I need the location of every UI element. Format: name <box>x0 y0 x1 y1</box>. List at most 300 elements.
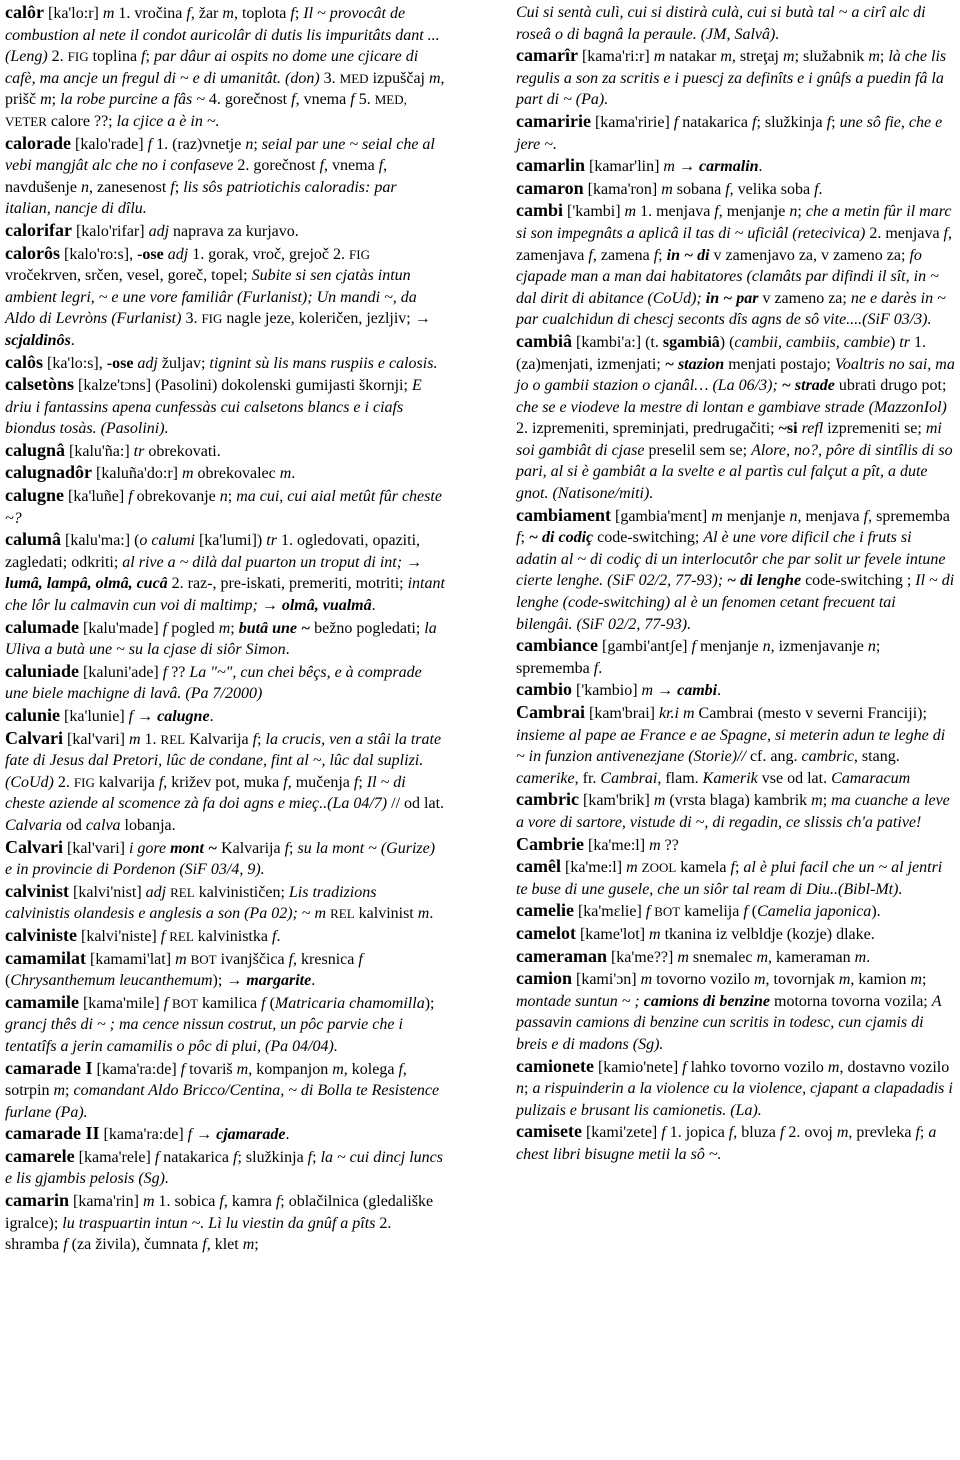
entry-text: izpuščaj <box>368 69 429 87</box>
entry-text: ; <box>294 5 304 22</box>
entry-text: i gore <box>128 839 167 857</box>
entry-text: [kalo'rade] <box>70 135 148 153</box>
entry-text: Subite si sen cjatàs intun ambient legri, ~ e une vore familiâr (Furlanist); Un mandi ~, da Aldo di Levròns (Furlanist) <box>5 267 417 328</box>
dictionary-entry <box>5 462 445 485</box>
entry-text: f <box>261 994 266 1012</box>
dictionary-entry <box>516 1121 956 1165</box>
entry-text: code-switching ; <box>801 572 916 590</box>
entry-text: ) ( <box>719 333 735 351</box>
entry-text: f <box>398 1060 403 1078</box>
entry-text: . <box>285 641 290 659</box>
entry-text: ; <box>227 488 237 506</box>
entry-text: la crucis, ven a stâi la trate fate di Jesus dal Pretori, lûc de condane, fint al ~, lûc dal suplizi. (CoUd) <box>5 730 442 791</box>
entry-text: su la mont ~ (Gurize) e in provincie di Pordenon (SiF 03/4, 9). <box>5 839 436 879</box>
entry-text: olmâ, vualmâ <box>281 597 372 615</box>
entry-text: [kama'ra:de] <box>99 1126 188 1144</box>
dictionary-entry <box>516 856 956 900</box>
entry-text: ['kambio] <box>572 682 642 700</box>
dictionary-entry <box>5 133 445 220</box>
entry-text: . <box>866 948 871 966</box>
entry-text: 2. ovoj <box>784 1124 837 1142</box>
entry-text: . <box>818 180 823 198</box>
entry-text: → <box>257 597 282 615</box>
entry-text: butâ une ~ <box>238 619 311 637</box>
entry-text: → <box>133 708 158 725</box>
entry-text: n <box>789 203 798 221</box>
entry-text: [kam'brik] <box>578 792 654 810</box>
entry-text: ; <box>289 839 298 857</box>
entry-headword: camionete <box>516 1055 594 1076</box>
entry-text: Cui si sentà culì, cui si distirà culà, cui si butà tal ~ a cirî alc di roseâ o di bagnâ la peraule. (JM, Salvâ). <box>516 4 926 43</box>
entry-text: kalvinistka <box>193 927 272 945</box>
entry-text: n <box>219 488 228 506</box>
entry-text: ; služkinja <box>237 1148 308 1166</box>
entry-text: f <box>653 246 659 264</box>
entry-text: f <box>180 1060 186 1078</box>
entry-text: ) <box>889 333 900 351</box>
entry-text: m <box>811 792 823 810</box>
entry-text: vse od lat. <box>757 769 832 787</box>
dictionary-entry <box>5 529 445 616</box>
entry-text: ['kambi] <box>563 203 625 221</box>
entry-headword: cambi <box>516 200 563 221</box>
entry-text: ~si <box>778 420 798 438</box>
entry-text: Al è une vore dificil che i fruts si adatin al ~ di codiç di un interlocutôr che par solit ur fevele intune cierte lenghe. (SiF 02/2, 77-93); <box>516 529 946 590</box>
entry-text: m <box>910 971 922 989</box>
entry-text: tovariš <box>185 1060 237 1078</box>
dictionary-entry <box>516 900 956 923</box>
entry-text: ; <box>831 113 840 131</box>
entry-text: f <box>290 5 295 22</box>
entry-headword: camarade II <box>5 1123 100 1144</box>
entry-text: m <box>279 465 292 483</box>
entry-text: f <box>358 950 363 968</box>
entry-text: m <box>417 905 430 923</box>
entry-headword: calorade <box>5 132 71 153</box>
entry-text: ZOOL <box>641 860 677 876</box>
entry-text: camions di benzine <box>643 992 770 1010</box>
entry-text: ; <box>230 619 239 637</box>
entry-text: , streţaj <box>731 48 783 66</box>
entry-text: f <box>350 91 355 109</box>
entry-text: ; <box>174 178 184 196</box>
entry-text: ; <box>253 135 262 153</box>
entry-headword: calugnâ <box>5 439 66 460</box>
entry-text: [ka'me??] <box>606 948 678 966</box>
dictionary-entry <box>5 881 445 925</box>
entry-text: Kalvarija <box>217 839 285 857</box>
entry-text: ma cuanche a leve a vore di sartore, vistude di ~, di regadin, ce slissis ch'a pative! <box>516 792 950 831</box>
entry-text: 2. raz-, pre-iskati, premeriti, motriti; <box>167 575 408 593</box>
entry-text: , navdušenje <box>5 157 388 196</box>
entry-text: (vrsta blaga) kambrik <box>665 792 812 810</box>
entry-text: ~ stazion <box>664 355 725 373</box>
entry-text: menjanje <box>722 507 790 525</box>
entry-text: n <box>245 135 254 153</box>
entry-text: . <box>209 708 214 725</box>
entry-text: ( <box>5 972 11 990</box>
entry-text: ~ <box>297 905 315 923</box>
entry-headword: camaririe <box>516 110 591 131</box>
entry-headword: camion <box>516 968 572 989</box>
entry-text: 2. gorečnost <box>233 157 320 175</box>
entry-headword: camarîr <box>516 45 578 66</box>
entry-text: f <box>814 180 819 198</box>
entry-text: f <box>661 1124 666 1142</box>
entry-text: [kami'ɔn] <box>572 971 641 989</box>
entry-text: sobana <box>672 180 726 198</box>
entry-text: ne e darès in ~ par cualchidun di chescj seconts dîs agns de sô vite....(SiF 03/3). <box>516 289 946 329</box>
entry-text: ; <box>65 1082 74 1100</box>
entry-text: natakarica <box>678 113 752 131</box>
entry-text: f <box>682 1058 687 1076</box>
entry-text: ( <box>265 994 275 1012</box>
entry-text: m <box>753 971 766 989</box>
entry-text: f <box>593 659 599 677</box>
entry-text: m <box>649 836 661 854</box>
entry-text: Voaltris no sai, ma jo o gambii stazion o cjanâl… (La 06/3); <box>516 355 955 395</box>
entry-text: f <box>170 178 175 196</box>
entry-text: m <box>218 619 231 637</box>
entry-text: 2. <box>53 773 74 791</box>
entry-text: , kamra <box>223 1193 276 1211</box>
entry-text: n <box>516 1080 524 1098</box>
entry-text: adj <box>137 354 158 372</box>
entry-text: f <box>284 839 290 857</box>
dictionary-entry <box>5 728 445 837</box>
entry-text: tr <box>133 442 145 460</box>
entry-text: o calumi <box>139 532 195 550</box>
entry-text: montade suntun ~ ; <box>516 992 640 1010</box>
dictionary-entry <box>516 45 956 111</box>
entry-text: cambi <box>677 682 718 700</box>
entry-text: . <box>291 465 296 483</box>
entry-text: ?; <box>101 112 117 130</box>
entry-text: calugne <box>157 708 210 725</box>
entry-text: f <box>275 1193 281 1211</box>
entry-text: [gambi'antʃe] <box>597 638 692 656</box>
entry-text: , sotrpin <box>5 1060 407 1100</box>
entry-headword: calorôs <box>5 242 60 263</box>
entry-text: adj <box>167 245 189 263</box>
dictionary-entry <box>516 331 956 505</box>
entry-text: REL <box>170 884 195 900</box>
entry-text: carmalin <box>698 158 759 176</box>
entry-text: Cambrai (mesto v severni Franciji); <box>694 705 927 722</box>
entry-text: a rispuinderin a la violence cu la violence, cjapant a clapadadis i pulizais e brusant lis camionetis. (La). <box>516 1080 953 1119</box>
entry-headword: cambric <box>516 789 579 810</box>
entry-text: n <box>762 638 771 656</box>
entry-text: sgambiâ <box>662 333 720 351</box>
entry-text: kamela <box>676 859 731 877</box>
entry-headword: Calvari <box>5 836 63 857</box>
entry-text: ivanjščica <box>216 950 289 968</box>
entry-text: tovorno vozilo <box>652 971 754 989</box>
entry-text: ?? <box>167 663 190 681</box>
entry-text: ; <box>919 1124 929 1142</box>
entry-text: che se e viodeve la mestre di lontan e gambiave strade (MazzonIol) <box>516 398 947 416</box>
dictionary-entry <box>516 155 956 178</box>
entry-text: preselil sem se; <box>644 441 752 459</box>
entry-text: , flam. <box>657 769 703 787</box>
entry-text: -ose <box>137 245 164 263</box>
entry-headword: calugnadôr <box>5 462 93 483</box>
entry-text: , kresnica <box>293 950 359 968</box>
entry-text: f <box>219 1193 224 1211</box>
entry-text: f <box>128 708 134 725</box>
entry-text: ; <box>658 246 667 264</box>
entry-text: lahko tovorno vozilo <box>686 1058 828 1076</box>
entry-text: m <box>711 507 723 525</box>
dictionary-entry <box>5 352 445 375</box>
entry-headword: calumâ <box>5 529 61 550</box>
dictionary-entry <box>516 200 956 331</box>
right-column <box>516 2 956 1165</box>
entry-text: m <box>128 730 141 748</box>
entry-text: [kalu'ña:] <box>65 442 134 460</box>
entry-text: m <box>653 48 666 66</box>
entry-headword: calôs <box>5 351 43 372</box>
entry-text: Lis tradizions calvinistis olandesis e anglesis a son (Pa 02); <box>5 883 377 923</box>
dictionary-entry <box>516 834 956 857</box>
entry-text: kamelija <box>680 903 744 921</box>
entry-text: [kama'rin] <box>68 1193 143 1211</box>
entry-text: BOT <box>172 995 199 1011</box>
entry-text: , menjava <box>797 507 864 525</box>
entry-text: calore ? <box>46 112 102 130</box>
entry-headword: camarele <box>5 1145 75 1166</box>
dictionary-entry <box>5 243 445 352</box>
entry-text: ; oblačilnica (gledališke igralce); <box>5 1193 434 1232</box>
entry-text: mont ~ <box>170 839 218 857</box>
entry-text: la ~ cui dincj luncs e lis gjambis pelosis (Sg). <box>5 1148 443 1188</box>
entry-text: insieme al pape ae France e ae Spagne, si meterin adun te leghe di ~ in funzion antivenezjane (Storie)// <box>516 726 946 766</box>
entry-text: m <box>242 1236 255 1254</box>
entry-text: , prevleka <box>848 1124 916 1142</box>
entry-headword: camarin <box>5 1190 69 1211</box>
entry-text: f <box>779 1124 785 1142</box>
entry-text: [kalo'rifar] <box>71 222 149 240</box>
entry-text: -ose <box>106 354 134 372</box>
entry-text: MED, VETER <box>5 92 407 129</box>
entry-text: ~ di codiç <box>528 529 594 547</box>
entry-text: m <box>624 203 637 221</box>
entry-text: kr.i m <box>658 705 695 722</box>
entry-text: m <box>854 948 867 966</box>
entry-text: 1. jopica <box>665 1124 729 1142</box>
entry-text: tr <box>266 532 277 550</box>
entry-text: in ~ par <box>705 289 759 307</box>
entry-text: f <box>186 5 191 22</box>
entry-headword: camamile <box>5 991 79 1012</box>
entry-text: motorna tovorna vozila; <box>770 992 932 1010</box>
entry-headword: calsetòns <box>5 374 74 395</box>
entry-text: ; služabnik <box>794 48 869 66</box>
entry-text: lobanja. <box>120 816 176 834</box>
entry-text: pogled <box>167 619 219 637</box>
entry-text: ; <box>358 773 367 791</box>
entry-text: [kama'mile] <box>78 994 164 1012</box>
entry-headword: caluniade <box>5 660 80 681</box>
entry-text: m <box>783 48 795 66</box>
entry-headword: cambiament <box>516 504 611 525</box>
entry-text: , fr. <box>574 769 601 787</box>
entry-text: Cambrai <box>600 769 658 787</box>
entry-text: , kamion <box>850 971 911 989</box>
entry-text: ); <box>424 994 435 1012</box>
entry-text: . <box>598 659 603 677</box>
dictionary-entry <box>516 178 956 201</box>
entry-text: tkanina iz velbldje (kozje) dlake. <box>660 925 875 943</box>
entry-text: f <box>516 529 521 547</box>
entry-text: m <box>181 465 194 483</box>
entry-text: [kam'brai] <box>585 705 659 722</box>
entry-text: f <box>588 246 593 264</box>
entry-text: 1. <box>140 730 161 748</box>
entry-text: f <box>147 135 153 153</box>
dictionary-entry <box>5 705 445 728</box>
entry-text: a chest libri bisugne metii la sô ~. <box>516 1124 937 1163</box>
entry-text: f <box>154 1148 160 1166</box>
entry-text: m <box>222 5 234 22</box>
entry-text: Matricaria chamomilla <box>274 994 425 1012</box>
entry-text: // od lat. <box>387 795 445 813</box>
entry-text: [kama'ron] <box>583 180 662 198</box>
entry-text: Il ~ provocât de combustion al nete il condot auricolâr di dutis lis impuritâts dant ... (Leng) <box>5 5 440 66</box>
dictionary-entry <box>516 702 956 789</box>
dictionary-entry <box>516 923 956 946</box>
entry-text: 1. sobica <box>154 1193 220 1211</box>
entry-text: (za živila), čumnata <box>67 1236 203 1254</box>
entry-text: Kamerik <box>702 769 758 787</box>
dictionary-entry <box>516 635 956 679</box>
entry-text: [kama'ririe] <box>590 113 674 131</box>
entry-text: 2. shramba <box>5 1214 392 1254</box>
entry-text: [kaluni'ade] <box>79 663 163 681</box>
entry-text: , kameraman <box>768 948 855 966</box>
entry-text: , klet <box>206 1236 243 1254</box>
entry-text: m <box>663 158 675 176</box>
entry-text: , zanesenost <box>88 178 171 196</box>
entry-text: la cjice a è in ~. <box>116 112 220 130</box>
entry-text: f <box>141 48 146 66</box>
entry-text: f <box>645 903 651 921</box>
entry-text: → <box>192 1126 217 1144</box>
entry-text: ). <box>871 903 881 921</box>
dictionary-entry <box>516 2 956 45</box>
entry-text: obrekovalec <box>193 465 280 483</box>
entry-text: [kal'vari] <box>63 730 129 748</box>
entry-text: f <box>751 113 757 131</box>
entry-text: ; služkinja <box>756 113 827 131</box>
entry-text: . <box>429 905 434 923</box>
entry-text: m <box>40 91 52 109</box>
entry-text: m <box>640 971 653 989</box>
entry-text: adj <box>148 222 170 240</box>
entry-text: 1. gorak, vroč, grejoč 2. <box>188 245 350 263</box>
entry-text: ; <box>520 529 529 547</box>
entry-text: fo cjapade man a man dai habitatores (clamâts par difindi il sît, in ~ dal dirit di abitance (CoUd); <box>516 246 939 307</box>
entry-text: calva <box>85 816 121 834</box>
entry-headword: camêl <box>516 856 561 877</box>
entry-text: f <box>128 488 133 506</box>
entry-text: f <box>378 157 384 175</box>
entry-text: žuljav; <box>157 354 210 372</box>
entry-text: , dostavno vozilo <box>839 1058 950 1076</box>
entry-text: REL <box>169 928 194 944</box>
entry-text: lu traspuartin intun ~. Lì lu viestin da gnûf a pîts <box>62 1214 376 1232</box>
entry-text: m <box>175 950 187 968</box>
entry-headword: calviniste <box>5 924 77 945</box>
entry-text: kalvarija <box>94 773 159 791</box>
entry-text: n <box>789 507 798 525</box>
entry-text: ; <box>879 48 889 66</box>
entry-text: natakarica <box>159 1148 233 1166</box>
entry-text: m <box>649 925 661 943</box>
entry-text: f <box>160 927 166 945</box>
entry-text: FIG <box>73 774 95 790</box>
entry-text: adj <box>145 883 167 901</box>
entry-text: f <box>863 507 869 525</box>
entry-text: [ka'luñe] <box>64 488 129 506</box>
entry-text: m <box>332 1060 344 1078</box>
entry-text: [ka'lo:s], <box>43 354 107 372</box>
entry-text: m <box>868 48 880 66</box>
dictionary-entry <box>5 992 445 1058</box>
entry-headword: calorifar <box>5 219 72 240</box>
entry-text: snemalec <box>688 948 757 966</box>
entry-text: [ka'me:l] <box>560 859 627 877</box>
dictionary-entry <box>516 789 956 833</box>
dictionary-entry <box>5 1146 445 1190</box>
entry-text: 1. ogledovati, opaziti, zagledati; odkriti; <box>5 532 421 571</box>
entry-text: mi soi gambiât di cjase <box>516 420 942 459</box>
entry-text: f <box>162 619 168 637</box>
entry-text: in ~ di <box>666 246 710 264</box>
entry-text: n <box>867 638 876 656</box>
entry-text: f <box>63 1236 68 1254</box>
entry-text: m <box>756 948 769 966</box>
entry-text: la Uliva a butà une ~ su la cjase di siôr Simon <box>5 619 437 659</box>
entry-text: f <box>673 113 679 131</box>
entry-text: A passavin camions di benzine cun scritis in todesc, cun cjamis di breis e di madons (Sg). <box>516 992 942 1053</box>
dictionary-entry <box>5 925 445 948</box>
entry-text: lis sôs patriotichis caloradis: par italian, nancje di dîlu. <box>5 178 397 218</box>
entry-text: . <box>311 972 316 990</box>
entry-text: ); → <box>212 972 247 990</box>
entry-text: ; <box>734 859 744 877</box>
entry-headword: camaron <box>516 177 584 198</box>
entry-text: . <box>285 1126 290 1144</box>
entry-text: f <box>162 663 168 681</box>
entry-headword: Cambrie <box>516 833 584 854</box>
entry-text: m <box>836 1124 849 1142</box>
entry-text: MED <box>339 70 369 86</box>
entry-text: Chrysanthemum leucanthemum <box>10 972 213 990</box>
entry-text: cambric <box>801 748 854 766</box>
entry-text: m <box>838 971 851 989</box>
entry-text: 5. <box>354 91 375 109</box>
entry-text: Il ~ di cheste aziende al scomence zà fa doi agns e mieç..(La 04/7) <box>5 773 406 813</box>
entry-text: margarite <box>246 972 312 990</box>
entry-text: intant che lôr lu calmavin cun voi di maltimp; <box>5 575 445 615</box>
entry-text: bežno pogledati; <box>310 619 425 637</box>
entry-text: vročekrven, srčen, vesel, goreč, topel; <box>5 267 252 285</box>
entry-text: f <box>826 113 832 131</box>
entry-text: , tovornjak <box>765 971 839 989</box>
entry-text: FIG <box>201 311 223 327</box>
entry-text: f <box>271 927 277 945</box>
